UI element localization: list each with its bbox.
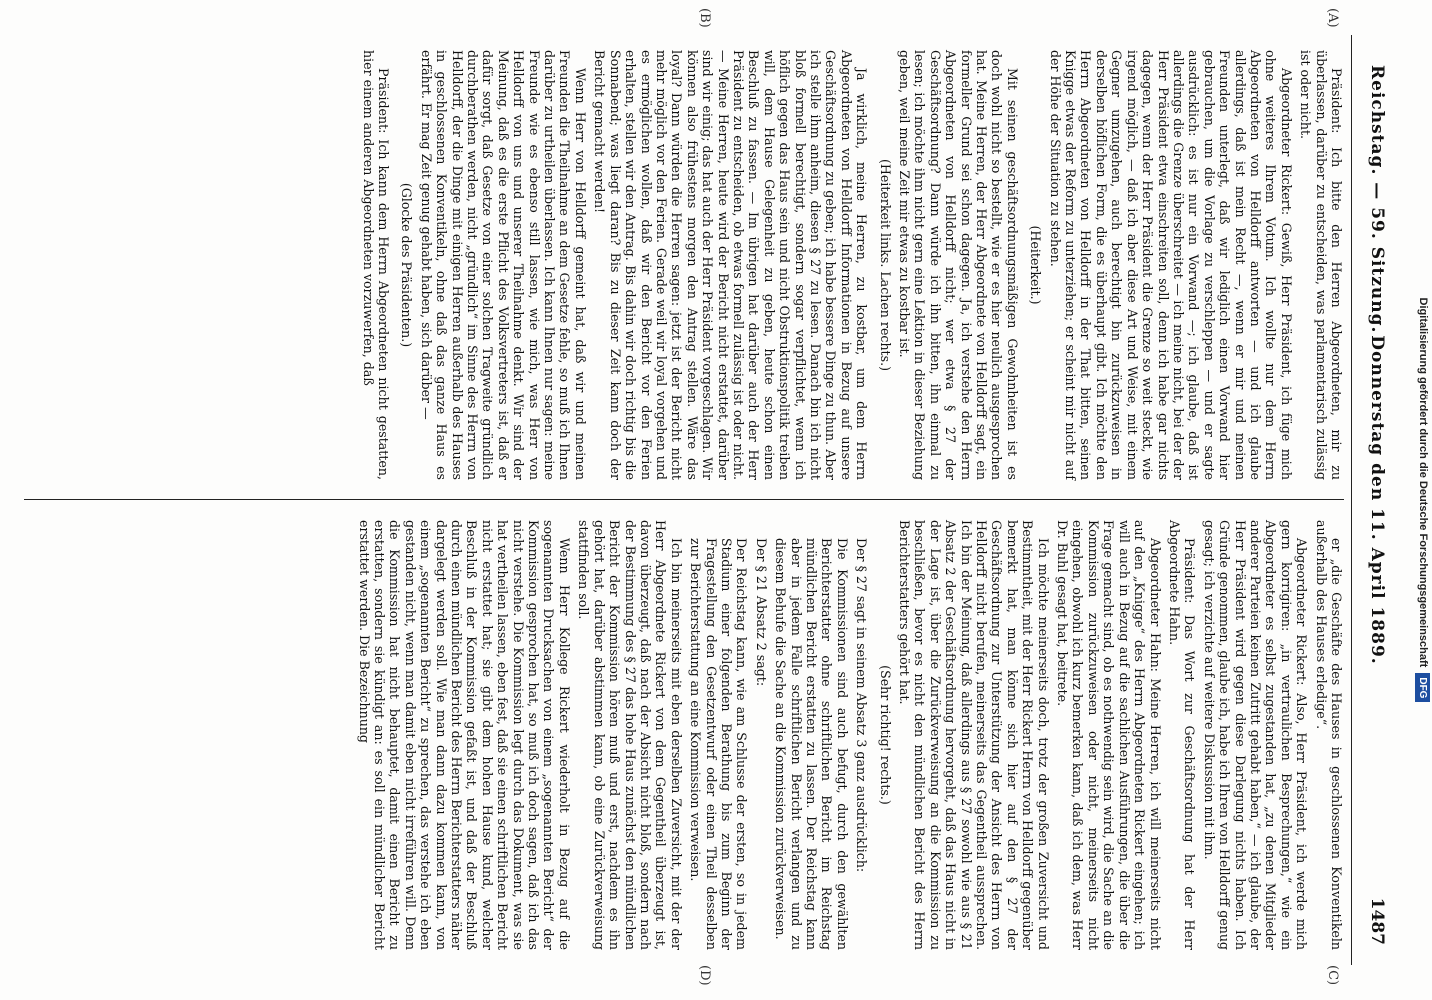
paragraph: Mit seinen geschäftsordnungsmäßigen Gewohnheiten ist es doch wohl nicht so bestellt, wie er es hier neulich ausgesprochen hat. Meine Herren, der Herr Abgeordnete von Helldorff sagt, ein formeller Grund sei schon dagegen. Ja, ich verstehe den Herrn Abgeordneten von Helldorff nicht; wer etwa § 27 der Geschäftsordnung? Dann würde ich ihn bitten, ihn einmal zu lesen; ich möchte ihm nicht gern eine Lektion in dieser Beziehung geben, weil meine Zeit mir etwas zu kostbar ist. bbox=[897, 50, 1020, 480]
margin-mark-a: (A) bbox=[1325, 8, 1340, 28]
header-rule bbox=[1351, 35, 1352, 965]
paragraph: Ich bin meinerseits mit eben derselben Zuversicht, mit der der Herr Abgeordnete Rickert von dem Gegentheil überzeugt ist, davon überzeugt, daß nach der Absicht nicht bloß, sondern nach der Bestimmung des § 27 das hohe Haus zunächst den mündlichen Bericht der Kommission hören muß und erst, nachdem es ihn gehört hat, darüber abstimmen kann, ob eine Zurückverweisung stattfinden soll. bbox=[576, 520, 684, 950]
dfg-logo: DFG bbox=[1415, 673, 1430, 702]
paragraph: Ja wirklich, meine Herren, zu kostbar, um dem Herrn Abgeordneten von Helldorff Informationen in Bezug auf unsere Geschäftsordnung zu geben; ich habe bessere Dinge zu thun. Aber ich stelle ihm anheim, diesen § 27 zu lesen. Danach bin ich nicht bloß formell berechtigt, sondern sogar verpflichtet, wenn ich höflich gegen das Haus sein und nicht Obstruktionspolitik treiben will, dem Hause Gelegenheit zu geben, heute schon einen Beschluß zu fassen. — Im übrigen hat darüber auch der Herr Präsident zu entscheiden, ob etwas formell zulässig ist oder nicht. — Meine Herren, heute wird der Bericht nicht erstattet, darüber sind wir einig; das hat auch der Herr Präsident vorgeschlagen. Wir können also frühestens morgen den Antrag stellen. Wäre das loyal? Dann würden die Herren sagen: jetzt ist der Bericht nicht mehr möglich vor den Ferien. Gerade weil wir loyal vorgehen und es ermöglichen wollen, daß wir den Bericht vor den Ferien erhalten, stellen wir den Antrag. Bis dahin wir doch richtig bis die Sonnabend; was liegt daran? Bis zu dieser Zeit kann doch der Bericht gemacht werden! bbox=[592, 50, 870, 480]
digitization-credit bbox=[1413, 0, 1432, 1000]
quotation: Der Reichstag kann, wie am Schlusse der ersten, so in jedem Stadium einer folgenden Berathung bis zum Beginn der Fragestellung den Gesetzentwurf oder einen Theil desselben zur Berichterstattung an eine Kommission verweisen. bbox=[688, 538, 750, 950]
paragraph: Der § 21 Absatz 2 sagt: bbox=[753, 538, 769, 687]
page-number: 1487 bbox=[1367, 897, 1387, 945]
paragraph: Abgeordneter Rickert: Gewiß, Herr Präsident, ich füge mich ohne weiteres Ihrem Votum. Ich wollte nur dem Herrn Abgeordneten von Helldorff antworten — und ich glaube allerdings, daß ist mein Recht —, wenn er mir und meinen Freunden unterlegt, daß wir lediglich einen Vorwand hier gebrauchen, um die Vorlage zu verschleppen — und er sagte ausdrücklich: es ist nur ein Vorwand —; ich glaube, daß ist allerdings die Grenze überschreitet — ich meine nicht, bei der der Herr Präsident etwa einschreiten soll, denn ich habe gar nichts dagegen, wenn der Herr Präsident die Grenze so weit steckt, wie irgend möglich, — daß ich aber diese Art und Weise, mit einem Gegner umzugehen, auch berechtigt bin zurückzuweisen in derselben höflichen Form, die es überhaupt gibt. Ich möchte den Herrn Abgeordneten von Helldorff in der That bitten, seinen Knigge etwas der Reform zu unterziehen; er scheint mir nicht auf der Höhe der Situation zu stehen. bbox=[1047, 50, 1294, 480]
header-session: Reichstag. — 59. Sitzung. bbox=[1367, 65, 1387, 334]
paragraph: Wenn Herr von Helldorff gemeint hat, daß wir und meinen Freunden die Theilnahme an dem Gesetze fehle, so muß ich Ihnen darüber zu urtheilen überlassen. Ich kann Ihnen nur sagen: meine Freunde wie es ebenso still lassen, wie mich, was Herr von Helldorff von uns und unserer Theilnahme denkt. Wir sind der Meinung, daß es die erste Pflicht des Volksvertreters ist, daß er dafür sorgt, daß Gesetze von einer solchen Tragweite gründlich durchberathen werden, nicht „gründlich“ im Sinne des Herrn von Helldorff, der die Dinge mit einigen Herren außerhalb des Hauses in geschlossenen Konventikeln, ohne daß das ganze Haus es erfährt. Er mag Zeit genug gehabt haben, sich darüber — bbox=[418, 50, 588, 480]
header-date: Donnerstag den 11. April 1889. bbox=[1367, 335, 1387, 665]
interjection: (Sehr richtig! rechts.) bbox=[877, 665, 893, 805]
interjection: (Heiterkeit.) bbox=[1028, 225, 1044, 305]
interjection: (Heiterkeit links. Lachen rechts.) bbox=[877, 158, 893, 372]
page-header bbox=[1357, 35, 1397, 965]
margin-mark-b: (B) bbox=[697, 8, 712, 28]
column-divider bbox=[24, 499, 1344, 500]
paragraph: er „die Geschäfte des Hauses in geschlossenen Konventikeln außerhalb des Hauses erledige“. bbox=[1313, 520, 1344, 950]
paragraph: Ich möchte meinerseits doch, trotz der großen Zuversicht und Bestimmtheit, mit der Herr Rickert Herrn von Helldorff gegenüber bemerkt hat, man könne sich hier auf den § 27 der Geschäftsordnung zur Unterstützung der Ansicht des Herrn von Helldorff nicht berufen, meinerseits das Gegentheil aussprechen. Ich bin der Meinung, daß allerdings aus § 27 sowohl wie aus § 21 Absatz 2 der Geschäftsordnung hervorgeht, daß das Haus nicht in der Lage ist, über die Zurückverweisung an die Kommission zu beschließen, bevor es nicht den mündlichen Bericht des Herrn Berichterstatters gehört hat. bbox=[897, 520, 1051, 950]
margin-mark-d: (D) bbox=[697, 965, 712, 986]
quotation: Die Kommissionen sind auch befugt, durch den gewählten Berichterstatter ohne schriftlichen Bericht im Reichstag mündlichen Bericht erstatten zu lassen. Der Reichstag kann aber in jedem Falle schriftlichen Bericht verlangen und zu diesem Behufe die Sache an die Kommission zurückverweisen. bbox=[773, 538, 850, 950]
paragraph: Der § 27 sagt in seinem Absatz 3 ganz ausdrücklich: bbox=[854, 538, 870, 873]
left-column bbox=[356, 50, 1344, 480]
margin-mark-c: (C) bbox=[1325, 965, 1340, 986]
paragraph: Wenn Herr Kollege Rickert wiederholt in Bezug auf die sogenannten Drucksachen von einem „sogenannten Bericht“ der Kommission gesprochen hat, so muß ich doch sagen, daß ich das nicht verstehe. Die Kommission legt durch das Dokument, was sie hat vertheilen lassen, eben fest, daß sie einen schriftlichen Bericht nicht erstattet hat; sie gibt dem hohen Hause kund, welcher Beschluß in der Kommission gefaßt ist, und daß der Beschluß durch einen mündlichen Bericht des Herrn Berichterstatters näher dargelegt werden soll. Wie man dann dazu kommen kann, von einem „sogenannten Bericht“ zu sprechen, das verstehe ich eben gestanden nicht, wenn man damit eben nicht irreführen will. Denn die Kommission hat nicht behauptet, damit einen Bericht zu erstatten, sondern sie kündigt an: es soll ein mündlicher Bericht erstattet werden. Die Bezeichnung bbox=[356, 520, 572, 950]
digitization-credit-text: Digitalisierung gefördert durch die Deutsche Forschungsgemeinschaft bbox=[1417, 297, 1429, 668]
paragraph: Abgeordneter Hahn: Meine Herren, ich will meinerseits nicht auf den „Knigge“ des Herrn Abgeordneten Rickert eingehen; ich will auch in Bezug auf die sachlichen Ausführungen, die über die Frage gemacht sind, ob es nothwendig sein wird, die Sache an die Kommission zurückzuweisen oder nicht, meinerseits nicht eingehen, obwohl ich kurz bemerken kann, daß ich dem, was Herr Dr. Buhl gesagt hat, beitrete. bbox=[1055, 520, 1163, 950]
paragraph: Präsident: Ich kann dem Herrn Abgeordneten nicht gestatten, hier einem anderen Abgeordneten vorzuwerfen, daß bbox=[360, 50, 392, 480]
paragraph: Präsident: Ich bitte den Herren Abgeordneten, mir zu überlassen, darüber zu entscheiden, was parlamentarisch zulässig ist oder nicht. bbox=[1298, 50, 1344, 480]
digitization-sidebar bbox=[1413, 0, 1432, 1000]
interjection: (Glocke des Präsidenten.) bbox=[399, 182, 415, 348]
paragraph: Präsident: Das Wort zur Geschäftsordnung hat der Herr Abgeordnete Hahn. bbox=[1166, 520, 1198, 950]
paragraph: Abgeordneter Rickert: Also, Herr Präsident, ich werde mich gern korrigiren: „in vertraulichen Besprechungen,“ wie ein Abgeordneter es selbst zugestanden hat, „zu denen Mitglieder anderer Parteien keinen Zutritt gehabt haben,“ — ich glaube, der Herr Präsident wird gegen diese Darlegung nichts haben. Ich Gründe genommen, glaube ich, habe ich Ihren von Helldorff genug gesagt; ich verzichte auf weitere Diskussion mit ihm. bbox=[1201, 520, 1310, 950]
right-column bbox=[352, 520, 1344, 950]
